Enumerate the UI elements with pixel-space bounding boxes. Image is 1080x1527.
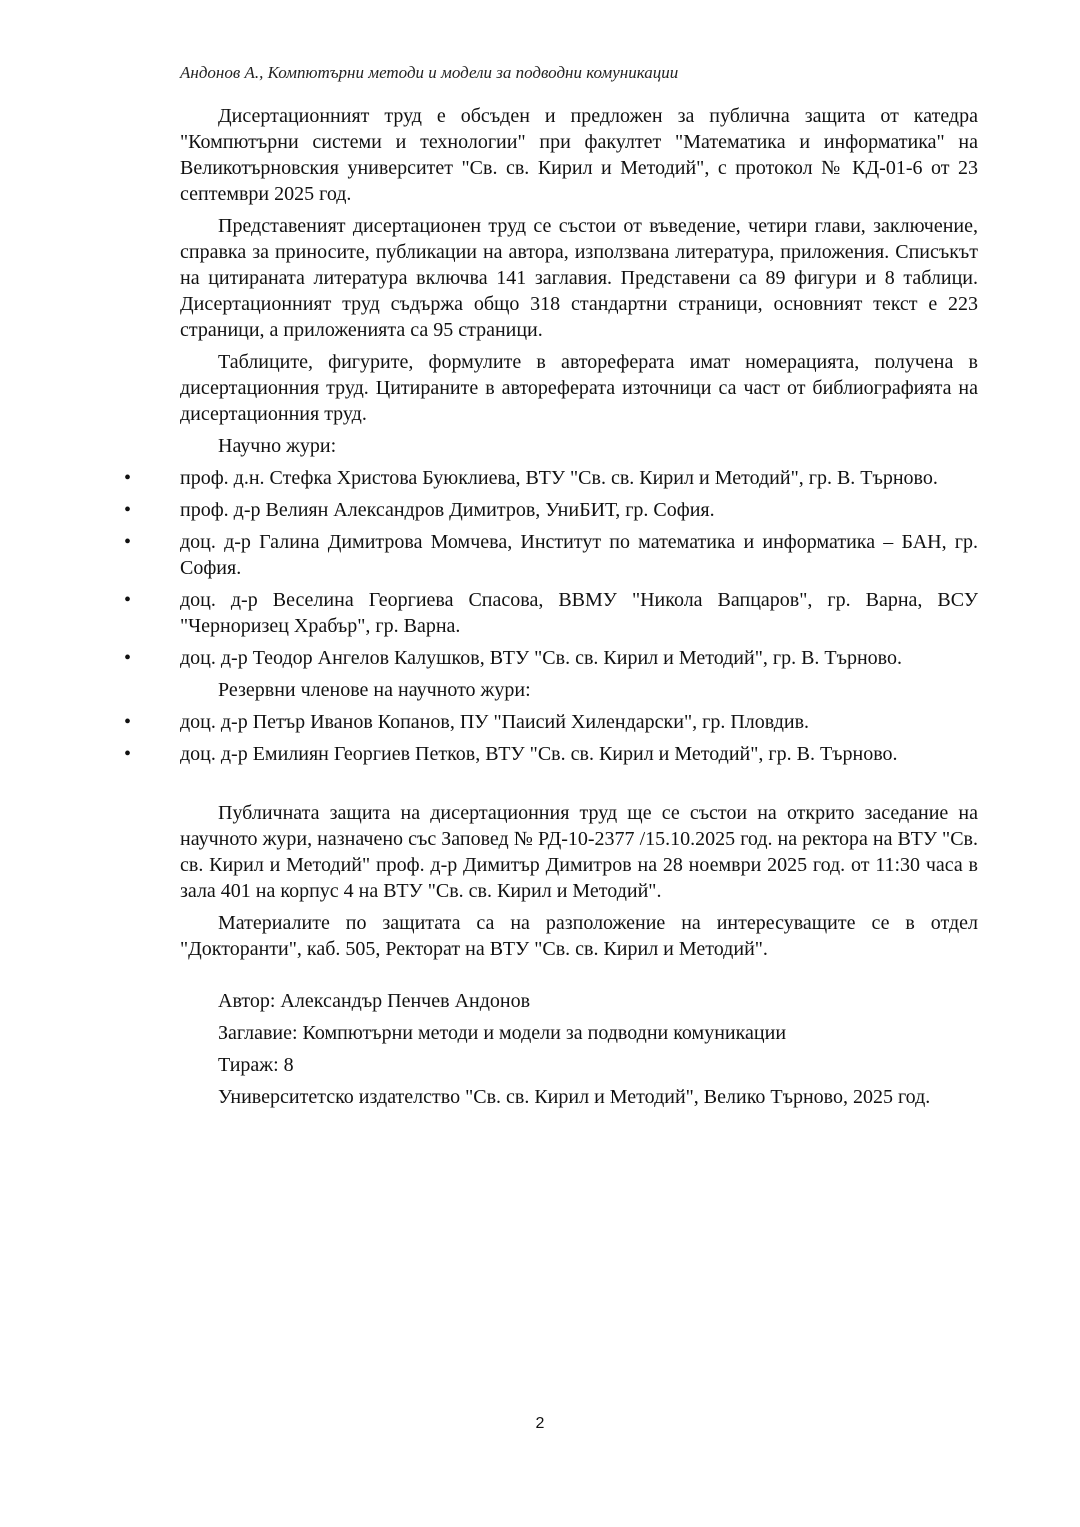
colophon-publisher: Университетско издателство "Св. св. Кирил и Методий", Велико Търново, 2025 год. xyxy=(218,1086,931,1108)
paragraph-materials: Материалите по защитата са на разположение на интересуващите се в отдел "Докторанти", каб. 505, Ректорат на ВТУ "Св. св. Кирил и Методий". xyxy=(180,912,978,960)
jury-member: • доц. д-р Теодор Ангелов Калушков, ВТУ "Св. св. Кирил и Методий", гр. В. Търново. xyxy=(180,645,978,671)
jury-member: • доц. д-р Веселина Георгиева Спасова, ВВМУ "Никола Вапцаров", гр. Варна, ВСУ "Черноризец Храбър", гр. Варна. xyxy=(180,587,978,639)
colophon-print-run: Тираж: 8 xyxy=(218,1054,294,1076)
colophon-title: Заглавие: Компютърни методи и модели за подводни комуникации xyxy=(218,1022,787,1044)
jury-member: • проф. д-р Велиян Александров Димитров, УниБИТ, гр. София. xyxy=(180,497,978,523)
jury-member: • доц. д-р Галина Димитрова Момчева, Институт по математика и информатика – БАН, гр. София. xyxy=(180,529,978,581)
reserve-list xyxy=(180,709,978,767)
colophon-author: Автор: Александър Пенчев Андонов xyxy=(218,990,531,1012)
jury-member: • проф. д.н. Стефка Христова Буюклиева, ВТУ "Св. св. Кирил и Методий", гр. В. Търново. xyxy=(180,465,978,491)
running-header: Андонов А., Компютърни методи и модели за подводни комуникации xyxy=(180,63,679,82)
reserve-label: Резервни членове на научното жури: xyxy=(218,679,531,701)
paragraph-numbering: Таблиците, фигурите, формулите в автореферата имат номерацията, получена в дисертационния труд. Цитираните в автореферата източници са част от библиографията на дисертационния труд. xyxy=(180,351,978,425)
paragraph-discussion: Дисертационният труд е обсъден и предложен за публична защита от катедра "Компютърни системи и технологии" при факултет "Математика и информатика" на Великотърновския университет "Св. св. Кирил и Методий", с протокол № КД-01-6 от 23 септември 2025 год. xyxy=(180,105,978,205)
page-number: 2 xyxy=(535,1415,545,1432)
page-body xyxy=(180,103,978,1116)
paragraph-structure: Представеният дисертационен труд се състои от въведение, четири глави, заключение, справка за приносите, публикации на автора, използвана литература, приложения. Списъкът на цитираната литература включва 141 заглавия. Представени са 89 фигури и 8 таблици. Дисертационният труд съдържа общо 318 стандартни страници, основният текст е 223 страници, а приложенията са 95 страници. xyxy=(180,215,978,341)
jury-label: Научно жури: xyxy=(218,435,337,457)
jury-list xyxy=(180,465,978,671)
spacer xyxy=(180,773,978,800)
paragraph-defense: Публичната защита на дисертационния труд ще се състои на открито заседание на научното жури, назначено със Заповед № РД-10-2377 /15.10.2025 год. на ректора на ВТУ "Св. св. Кирил и Методий" проф. д-р Димитър Димитров на 28 ноември 2025 год. от 11:30 часа в зала 401 на корпус 4 на ВТУ "Св. св. Кирил и Методий". xyxy=(180,802,978,902)
reserve-member: • доц. д-р Емилиян Георгиев Петков, ВТУ "Св. св. Кирил и Методий", гр. В. Търново. xyxy=(180,741,978,767)
reserve-member: • доц. д-р Петър Иванов Копанов, ПУ "Паисий Хилендарски", гр. Пловдив. xyxy=(180,709,978,735)
spacer xyxy=(180,968,978,988)
